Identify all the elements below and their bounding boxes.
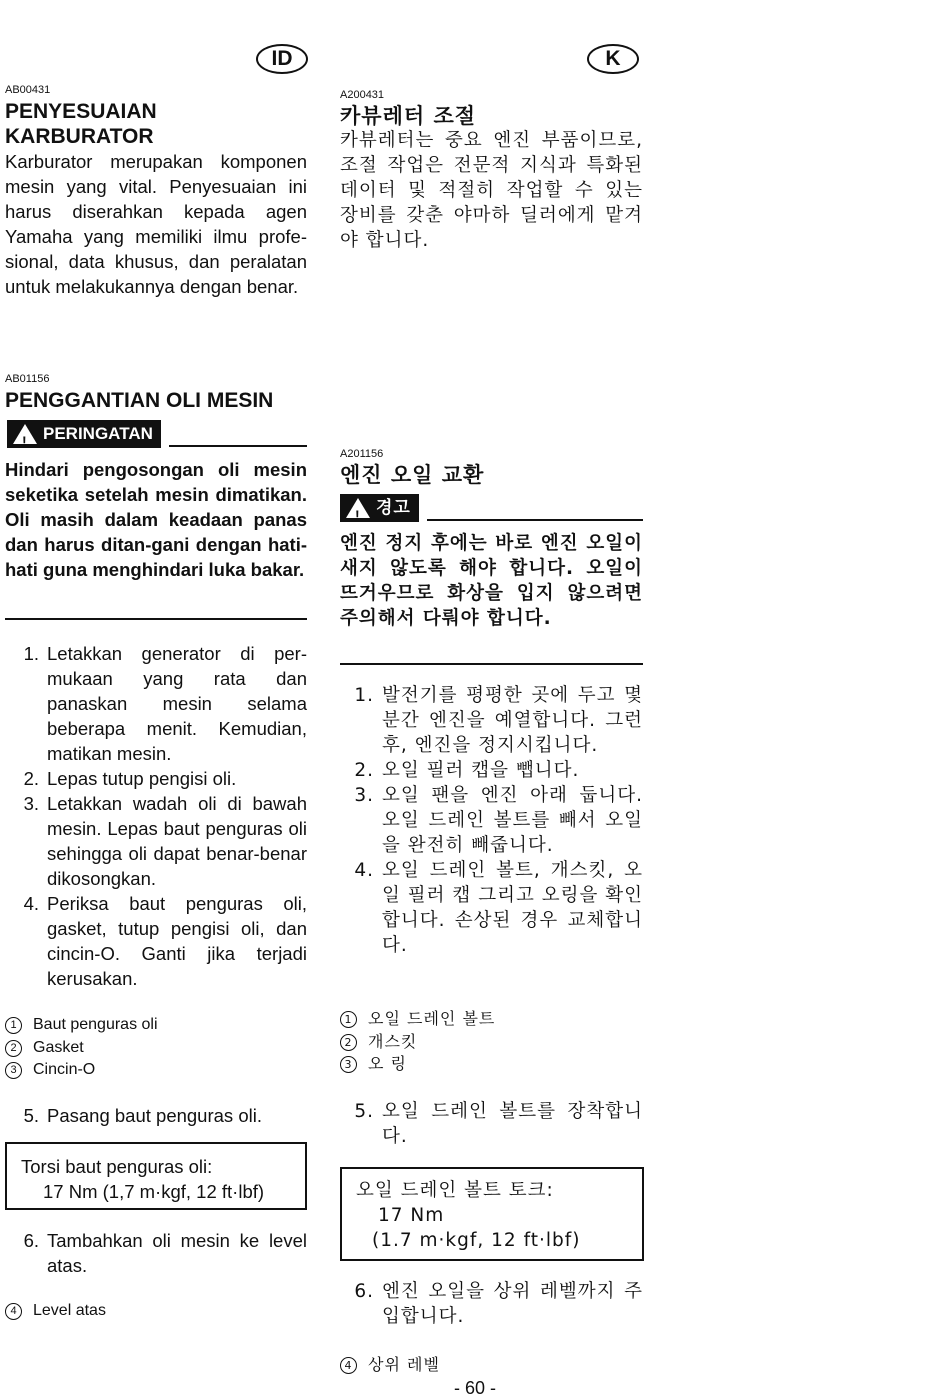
- torque-value: (1.7 m·kgf, 12 ft·lbf): [372, 1230, 581, 1251]
- section-body: 카뷰레터는 중요 엔진 부품이므로, 조절 작업은 전문적 지식과 특화된 데이터 및 적절히 작업할 수 있는 장비를 갖춘 야마하 딜러에게 맡겨야 합니다.: [340, 130, 643, 251]
- lang-badge-k: K: [587, 44, 639, 74]
- reference-list: [5, 1014, 305, 1082]
- list-item: 1 오일 드레인 볼트: [340, 1008, 640, 1031]
- section-title: 엔진 오일 교환: [340, 463, 485, 487]
- warning-icon: !: [13, 424, 37, 444]
- warning-label: [7, 420, 161, 448]
- list-item: 6. Tambahkan oli mesin ke level atas.: [23, 1230, 307, 1276]
- torque-box: [340, 1167, 644, 1261]
- torque-value: 17 Nm: [378, 1205, 445, 1226]
- warning-icon: !: [346, 498, 370, 518]
- list-item: 2. Lepas tutup pengisi oli.: [23, 768, 237, 789]
- list-item: 5. 오일 드레인 볼트를 장착합니다.: [354, 1101, 643, 1147]
- warning-rule: [427, 495, 643, 521]
- section-title: PENYESUAIAN KARBURATOR: [5, 100, 157, 148]
- reference-list: [340, 1008, 640, 1076]
- lang-badge-id: ID: [256, 44, 308, 74]
- divider: [340, 663, 643, 665]
- warning-header: [7, 420, 307, 448]
- steps-list: [5, 1228, 307, 1278]
- list-item: 2. 오일 필러 캡을 뺍니다.: [354, 760, 580, 781]
- list-item: 2 개스킷: [340, 1031, 640, 1054]
- list-item: 3 Cincin-O: [5, 1059, 305, 1082]
- warning-label-text: PERINGATAN: [43, 424, 153, 443]
- steps-list: [5, 1103, 307, 1128]
- section-body: Karburator merupakan komponen mesin yang vital. Penyesuaian ini harus diserahkan kepada agen Yamaha yang memiliki ilmu profe-sional, data khusus, dan peralatan untuk melakukannya dengan benar.: [5, 151, 307, 297]
- list-item: 4 Level atas: [5, 1300, 305, 1323]
- torque-box: [5, 1142, 307, 1210]
- reference-list: [340, 1354, 640, 1377]
- page-number: - 60 -: [453, 1378, 496, 1398]
- section-code: AB01156: [5, 373, 50, 385]
- torque-label: 오일 드레인 볼트 토크:: [356, 1180, 554, 1201]
- list-item: 4. 오일 드레인 볼트, 개스킷, 오일 필러 캡 그리고 오링을 확인합니다. 손상된 경우 교체합니다.: [354, 860, 643, 956]
- warning-label-text: 경고: [376, 498, 411, 518]
- list-item: 4. Periksa baut penguras oli, gasket, tutup pengisi oli, dan cincin-O. Ganti jika terjadi kerusakan.: [23, 893, 307, 989]
- list-item: 3 오 링: [340, 1053, 640, 1076]
- section-code: A200431: [340, 89, 385, 101]
- section-code: A201156: [340, 448, 384, 460]
- torque-value: 17 Nm (1,7 m·kgf, 12 ft·lbf): [43, 1181, 265, 1202]
- section-code: AB00431: [5, 84, 51, 96]
- reference-list: [5, 1300, 305, 1323]
- list-item: 4 상위 레벨: [340, 1354, 640, 1377]
- list-item: 5. Pasang baut penguras oli.: [23, 1105, 262, 1126]
- section-title: PENGGANTIAN OLI MESIN: [5, 389, 274, 412]
- warning-label: [340, 494, 419, 522]
- warning-text: Hindari pengosongan oli mesin seketika setelah mesin dimatikan. Oli masih dalam keadaan panas dan harus ditan-gani dengan hati-hati guna menghindari luka bakar.: [5, 459, 307, 580]
- steps-list: [340, 1279, 643, 1329]
- steps-list: [5, 641, 307, 991]
- list-item: 2 Gasket: [5, 1037, 305, 1060]
- divider: [5, 618, 307, 620]
- list-item: 1. Letakkan generator di per-mukaan yang rata dan panaskan mesin selama beberapa menit. Kemudian, matikan mesin.: [23, 643, 307, 764]
- list-item: 6. 엔진 오일을 상위 레벨까지 주입합니다.: [354, 1281, 643, 1327]
- warning-header: [340, 494, 643, 522]
- list-item: 1. 발전기를 평평한 곳에 두고 몇 분간 엔진을 예열합니다. 그런 후, 엔진을 정지시킵니다.: [354, 685, 643, 756]
- list-item: 3. 오일 팬을 엔진 아래 둡니다. 오일 드레인 볼트를 빼서 오일을 완전히 빼줍니다.: [354, 785, 643, 856]
- torque-label: Torsi baut penguras oli:: [21, 1156, 213, 1177]
- warning-rule: [169, 421, 307, 447]
- steps-list: [340, 683, 643, 958]
- warning-text: 엔진 정지 후에는 바로 엔진 오일이 새지 않도록 해야 합니다. 오일이 뜨거우므로 화상을 입지 않으려면 주의해서 다뤄야 합니다.: [340, 533, 643, 629]
- steps-list: [340, 1099, 643, 1149]
- list-item: 3. Letakkan wadah oli di bawah mesin. Lepas baut penguras oli sehingga oli dapat benar-benar dikosongkan.: [23, 793, 307, 889]
- section-title: 카뷰레터 조절: [340, 104, 477, 128]
- list-item: 1 Baut penguras oli: [5, 1014, 305, 1037]
